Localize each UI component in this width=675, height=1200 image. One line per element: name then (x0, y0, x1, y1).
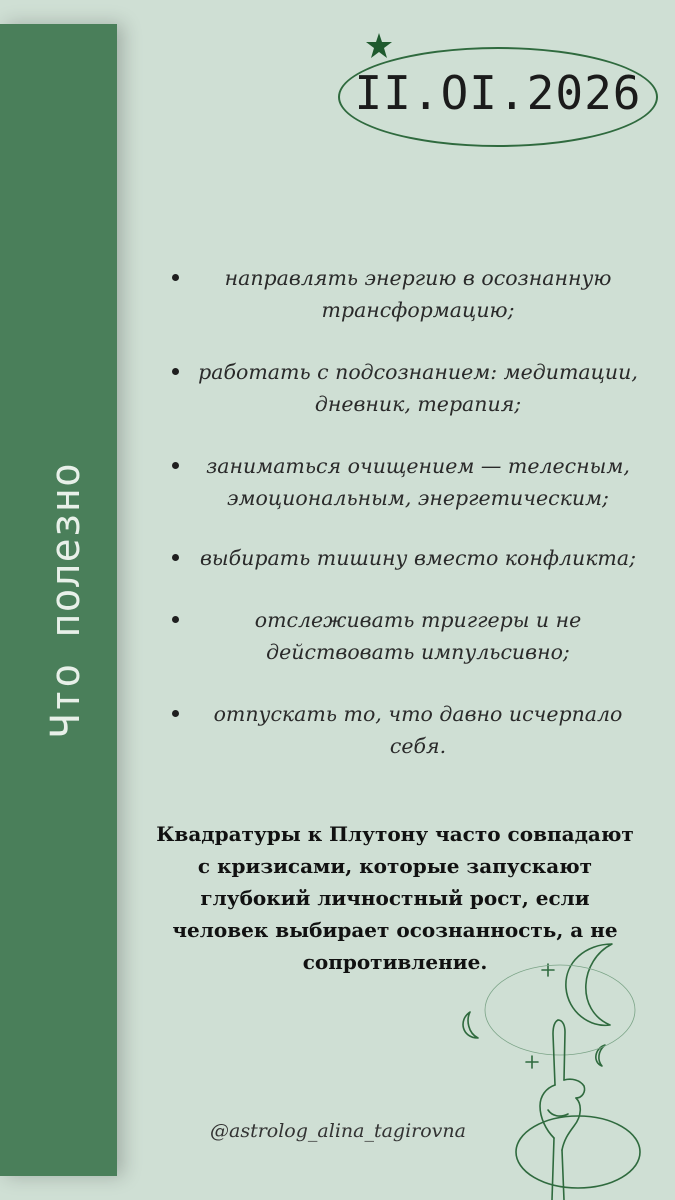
list-item-text: работать с подсознанием: медитации, дневник, терапия; (198, 360, 638, 416)
date-label: II.OI.2026 (354, 66, 642, 120)
bullet-icon (172, 710, 179, 717)
side-title: Что полезно (43, 462, 89, 738)
list-item-text: отслеживать триггеры и не действовать импульсивно; (254, 608, 582, 664)
list-item-text: направлять энергию в осознанную трансформацию; (224, 266, 612, 322)
hand-illustration (440, 920, 675, 1200)
bullet-icon (172, 368, 179, 375)
list-item-text: отпускать то, что давно исчерпало себя. (213, 702, 623, 758)
author-handle: @astrolog_alina_tagirovna (210, 1120, 466, 1142)
bullet-icon (172, 554, 179, 561)
bullet-icon (172, 274, 179, 281)
summary-text: Квадратуры к Плутону часто совпадают с кризисами, которые запускают глубокий личностный рост, если человек выбирает осознанность, а не сопротивление. (156, 822, 634, 974)
star-icon (365, 32, 393, 60)
list-item-text: заниматься очищением — телесным, эмоциональным, энергетическим; (206, 454, 630, 510)
bullet-icon (172, 462, 179, 469)
list-item-text: выбирать тишину вместо конфликта; (199, 546, 636, 570)
bullet-icon (172, 616, 179, 623)
